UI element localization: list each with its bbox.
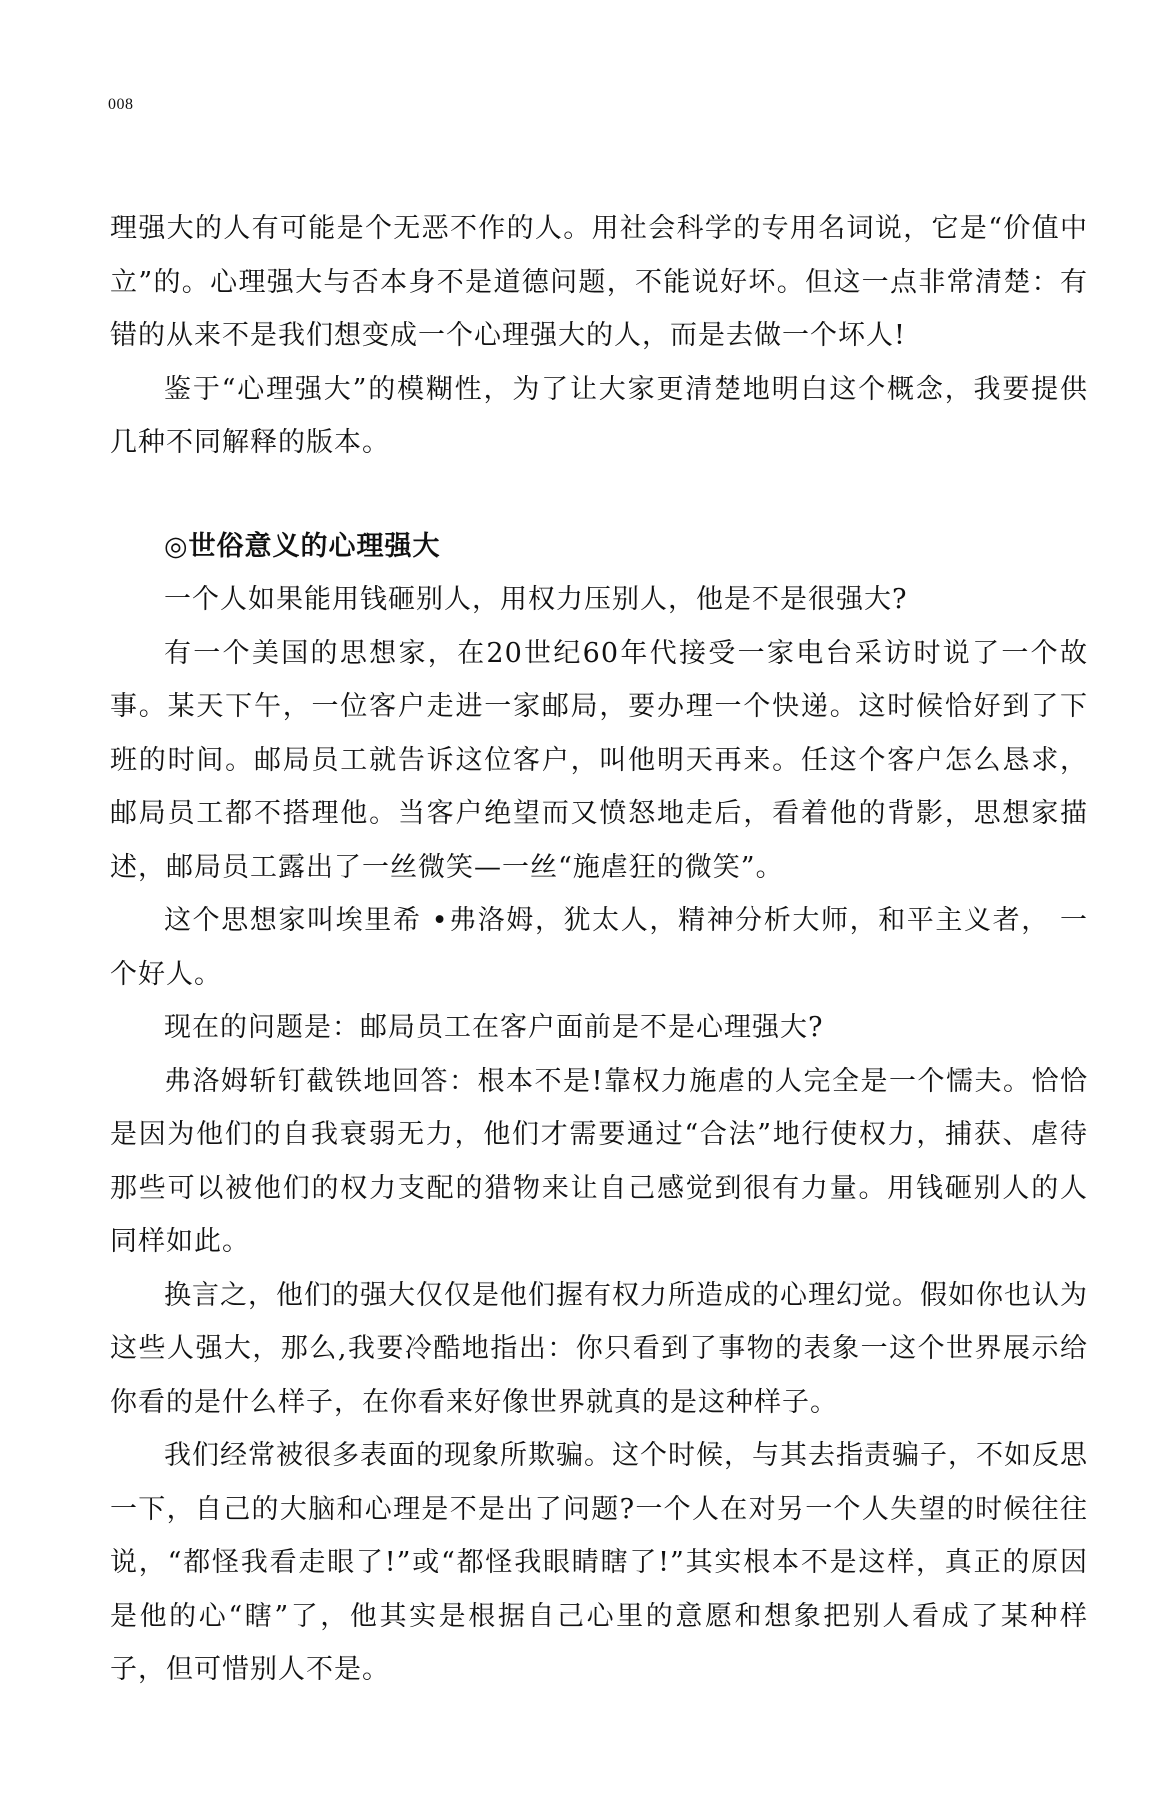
paragraph: 现在的问题是：邮局员工在客户面前是不是心理强大? <box>164 1012 824 1043</box>
page-body <box>110 202 1088 1697</box>
paragraph: 我们经常被很多表面的现象所欺骗。这个时候，与其去指责骗子，不如反思一下，自己的大脑和心理是不是出了问题?一个人在对另一个人失望的时候往往说，“都怪我看走眼了!”或“都怪我眼睛瞎了!”其实根本不是这样，真正的原因是他的心“瞎”了，他其实是根据自己心里的意愿和想象把别人看成了某种样子，但可惜别人不是。 <box>110 1440 1088 1685</box>
paragraph-continued: 理强大的人有可能是个无恶不作的人。用社会科学的专用名词说，它是“价值中立”的。心理强大与否本身不是道德问题，不能说好坏。但这一点非常清楚：有错的从来不是我们想变成一个心理强大的人，而是去做一个坏人! <box>110 213 1088 351</box>
paragraph: 一个人如果能用钱砸别人，用权力压别人，他是不是很强大? <box>164 584 908 615</box>
section-heading: ◎世俗意义的心理强大 <box>164 530 441 562</box>
paragraph: 换言之，他们的强大仅仅是他们握有权力所造成的心理幻觉。假如你也认为这些人强大，那么,我要冷酷地指出：你只看到了事物的表象一这个世界展示给你看的是什么样子，在你看来好像世界就真的是这种样子。 <box>110 1279 1088 1418</box>
paragraph: 弗洛姆斩钉截铁地回答：根本不是!靠权力施虐的人完全是一个懦夫。恰恰是因为他们的自我衰弱无力，他们才需要通过“合法”地行使权力，捕获、虐待那些可以被他们的权力支配的猎物来让自己感觉到很有力量。用钱砸别人的人同样如此。 <box>110 1065 1088 1257</box>
page-number: 008 <box>108 96 134 113</box>
paragraph: 有一个美国的思想家，在20世纪60年代接受一家电台采访时说了一个故事。某天下午，一位客户走进一家邮局，要办理一个快递。这时候恰好到了下班的时间。邮局员工就告诉这位客户，叫他明天再来。任这个客户怎么恳求，邮局员工都不搭理他。当客户绝望而又愤怒地走后，看着他的背影，思想家描述，邮局员工露出了一丝微笑—一丝“施虐狂的微笑”。 <box>110 637 1088 883</box>
paragraph: 这个思想家叫埃里希 •弗洛姆，犹太人，精神分析大师，和平主义者， 一个好人。 <box>110 905 1088 990</box>
paragraph: 鉴于“心理强大”的模糊性，为了让大家更清楚地明白这个概念，我要提供几种不同解释的版本。 <box>110 373 1088 458</box>
